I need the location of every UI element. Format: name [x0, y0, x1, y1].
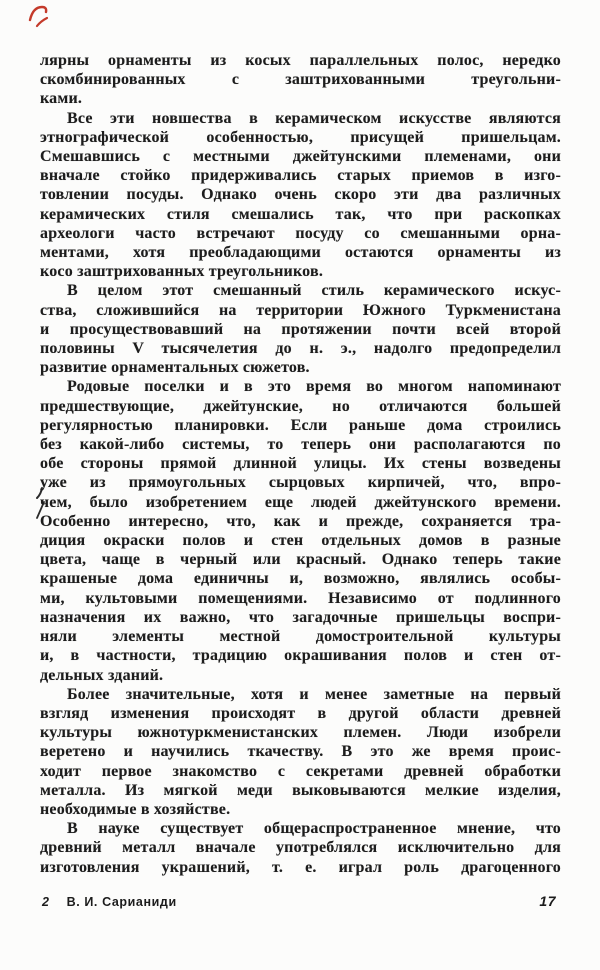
text-line: Родовые поселки и в это время во многом напоминают [67, 378, 561, 396]
author-name: В. И. Сарианиди [66, 895, 177, 909]
text-line: археологи часто встречают посуду со смешанными орна- [40, 224, 561, 242]
page-text [40, 51, 561, 877]
text-line: ментами, хотя преобладающими остаются орнаменты из [40, 244, 561, 262]
text-line: назначения их важно, что загадочные пришельцы воспри- [40, 608, 561, 626]
text-line: взгляд изменения происходят в другой области древней [40, 704, 561, 722]
text-line: Более значительные, хотя и менее заметные на первый [67, 685, 561, 703]
text-line: скомбинированных с заштрихованными треугольни- [40, 71, 561, 89]
text-line: ми, культовыми помещениями. Независимо от подлинного [40, 589, 561, 607]
text-line: предшествующие, джейтунские, но отличаются большей [40, 397, 561, 415]
text-line: веретено и научились ткачеству. В это же время проис- [40, 743, 561, 761]
paragraph [40, 281, 561, 377]
text-line: металла. Из мягкой меди выковываются мелкие изделия, [40, 781, 561, 799]
text-line: ками. [40, 90, 83, 108]
text-line: половины V тысячелетия до н. э., надолго предопределил [40, 340, 561, 358]
page-number: 17 [539, 893, 556, 909]
text-line: диция окраски полов и стен отдельных домов в разные [40, 532, 561, 550]
signature-number: 2 [42, 895, 50, 909]
paragraph [40, 685, 561, 819]
text-line: крашеные дома единичны и, возможно, являлись особы- [40, 570, 561, 588]
paragraph [40, 109, 561, 282]
text-line: В науке существует общераспространенное мнение, что [67, 820, 561, 838]
text-line: товлении посуды. Однако очень скоро эти два различных [40, 186, 561, 204]
paragraph [40, 51, 561, 109]
paragraph [40, 377, 561, 684]
text-line: Смешавшись с местными джейтунскими племенами, они [40, 148, 561, 166]
text-line: регулярностью планировки. Если раньше дома строились [40, 416, 561, 434]
text-line: древний металл вначале употреблялся исключительно для [40, 839, 561, 857]
text-line: Особенно интересно, что, как и прежде, сохраняется тра- [40, 512, 561, 530]
paragraph [40, 819, 561, 877]
text-line: ходит первое знакомство с секретами древней обработки [40, 762, 561, 780]
text-line: развитие орнаментальных сюжетов. [40, 359, 310, 377]
text-line: керамических стиля смешались так, что при раскопках [40, 205, 561, 223]
text-line: обе стороны прямой длинной улицы. Их стены возведены [40, 455, 561, 473]
text-line: В целом этот смешанный стиль керамического искус- [67, 282, 561, 300]
text-line: без какой-либо системы, то теперь они располагаются по [40, 436, 561, 454]
text-line: ства, сложившийся на территории Южного Туркменистана [40, 301, 561, 319]
text-line: необходимые в хозяйстве. [40, 800, 231, 818]
text-line: вначале стойко придерживались старых приемов в изго- [40, 167, 561, 185]
text-line: уже из прямоугольных сырцовых кирпичей, что, впро- [40, 474, 561, 492]
text-line: этнографической особенностью, присущей пришельцам. [40, 128, 561, 146]
text-line: культуры южнотуркменистанских племен. Люди изобрели [40, 724, 561, 742]
text-line: и просуществовавший на протяжении почти всей второй [40, 320, 561, 338]
text-line: косо заштрихованных треугольников. [40, 263, 324, 281]
text-line: няли элементы местной домостроительной культуры [40, 628, 561, 646]
signature-line [42, 895, 177, 909]
page-footer [42, 893, 556, 909]
text-line: дельных зданий. [40, 666, 164, 684]
text-line: лярны орнаменты из косых параллельных полос, нередко [40, 52, 561, 69]
text-line: цвета, чаще в черный или красный. Однако теперь такие [40, 551, 561, 569]
text-line: изготовления украшений, т. е. играл роль драгоценного [40, 858, 561, 876]
text-line: Все эти новшества в керамическом искусстве являются [67, 109, 561, 127]
text-line: чем, было изобретением еще людей джейтунского времени. [40, 493, 561, 511]
text-line: и, в частности, традицию окрашивания полов и стен от- [40, 647, 561, 665]
red-pen-mark [27, 3, 51, 29]
